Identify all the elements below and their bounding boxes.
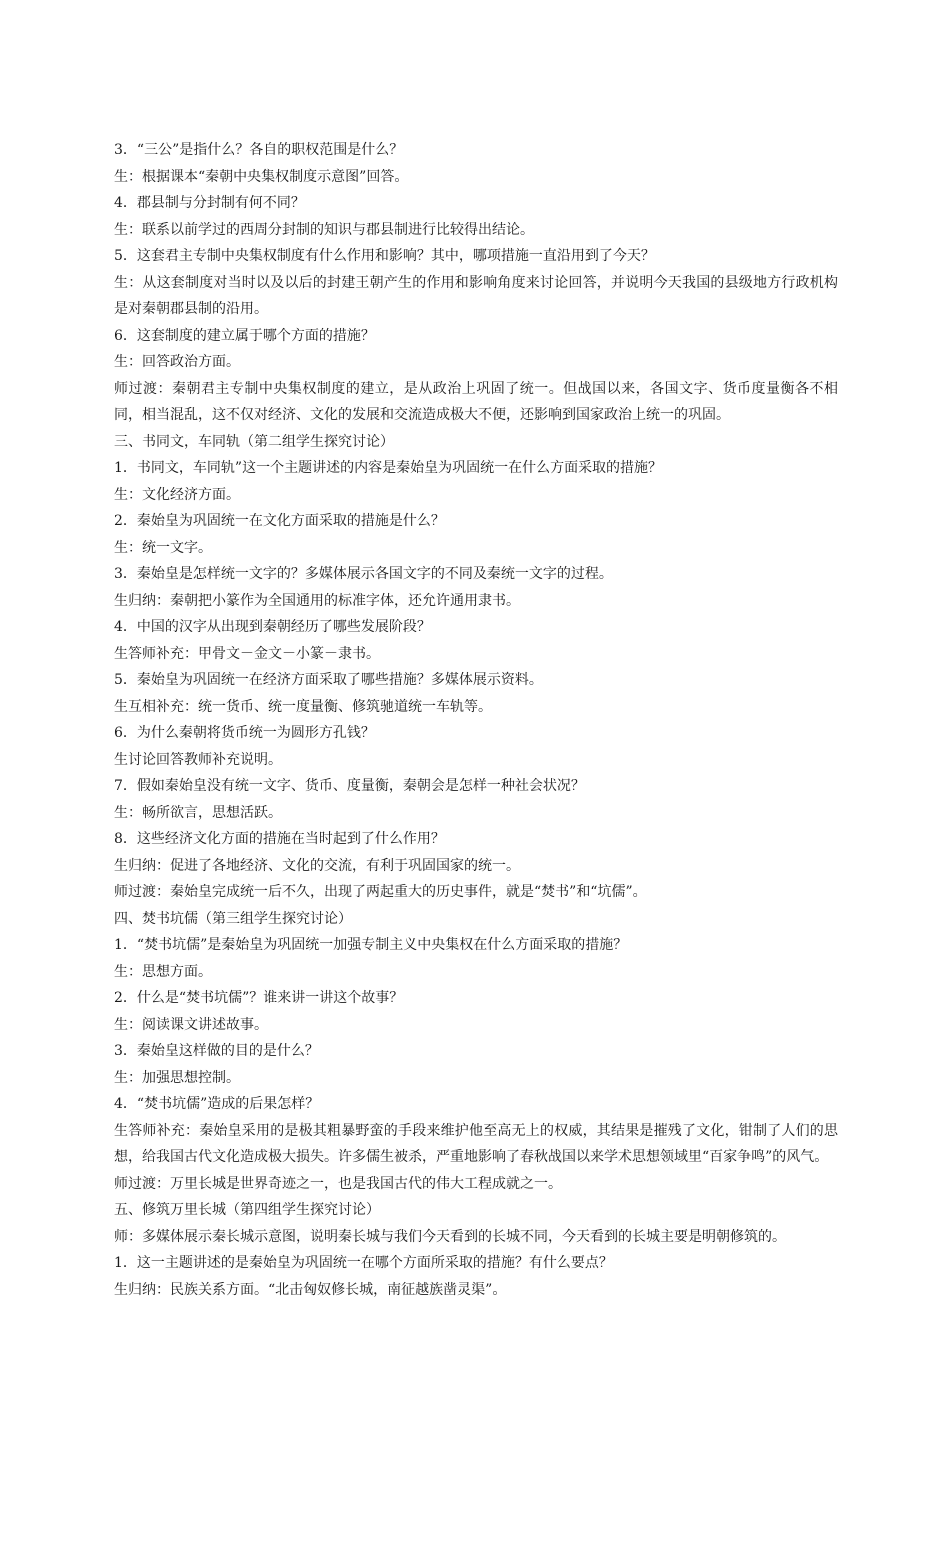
s3-answer-5: 生互相补充：统一货币、统一度量衡、修筑驰道统一车轨等。 — [114, 698, 492, 715]
s3-question-2: 2．秦始皇为巩固统一在文化方面采取的措施是什么？ — [114, 513, 445, 529]
answer-3: 生：根据课本“秦朝中央集权制度示意图”回答。 — [114, 168, 409, 185]
s3-question-5: 5．秦始皇为巩固统一在经济方面采取了哪些措施？多媒体展示资料。 — [114, 672, 543, 688]
s3-question-4: 4．中国的汉字从出现到秦朝经历了哪些发展阶段？ — [114, 619, 431, 635]
answer-5: 生：从这套制度对当时以及以后的封建王朝产生的作用和影响角度来讨论回答，并说明今天我国的县级地方行政机构是对秦朝郡县制的沿用。 — [114, 274, 838, 317]
s3-answer-2: 生：统一文字。 — [114, 539, 212, 556]
s4-answer-4: 生答师补充：秦始皇采用的是极其粗暴野蛮的手段来维护他至高无上的权威，其结果是摧残了文化，钳制了人们的思想，给我国古代文化造成极大损失。许多儒生被杀，严重地影响了春秋战国以来学术思想领域里“百家争鸣”的风气。 — [114, 1122, 838, 1165]
document-body — [114, 137, 838, 1303]
teacher-transition-1: 师过渡：秦朝君主专制中央集权制度的建立，是从政治上巩固了统一。但战国以来，各国文字、货币度量衡各不相同，相当混乱，这不仅对经济、文化的发展和交流造成极大不便，还影响到国家政治上统一的巩固。 — [114, 380, 838, 423]
s3-question-7: 7．假如秦始皇没有统一文字、货币、度量衡，秦朝会是怎样一种社会状况？ — [114, 778, 585, 794]
s4-question-2: 2．什么是“焚书坑儒”？谁来讲一讲这个故事？ — [114, 990, 404, 1006]
question-6: 6．这套制度的建立属于哪个方面的措施？ — [114, 327, 375, 344]
question-5: 5．这套君主专制中央集权制度有什么作用和影响？其中，哪项措施一直沿用到了今天？ — [114, 248, 655, 264]
section-heading-5: 五、修筑万里长城（第四组学生探究讨论） — [114, 1202, 380, 1218]
s4-answer-2: 生：阅读课文讲述故事。 — [114, 1016, 268, 1033]
s3-answer-7: 生：畅所欲言，思想活跃。 — [114, 804, 282, 821]
s3-answer-8: 生归纳：促进了各地经济、文化的交流，有利于巩固国家的统一。 — [114, 857, 520, 874]
s3-question-1: 1．书同文，车同轨”这一个主题讲述的内容是秦始皇为巩固统一在什么方面采取的措施？ — [114, 460, 663, 476]
answer-6: 生：回答政治方面。 — [114, 354, 240, 370]
s3-question-8: 8．这些经济文化方面的措施在当时起到了什么作用？ — [114, 831, 445, 847]
s4-question-1: 1．“焚书坑儒”是秦始皇为巩固统一加强专制主义中央集权在什么方面采取的措施？ — [114, 937, 628, 953]
s3-question-6: 6．为什么秦朝将货币统一为圆形方孔钱？ — [114, 725, 375, 741]
s3-answer-3: 生归纳：秦朝把小篆作为全国通用的标准字体，还允许通用隶书。 — [114, 592, 520, 609]
section-heading-4: 四、焚书坑儒（第三组学生探究讨论） — [114, 910, 352, 927]
s4-question-4: 4．“焚书坑儒”造成的后果怎样？ — [114, 1096, 320, 1112]
s3-answer-4: 生答师补充：甲骨文－金文－小篆－隶书。 — [114, 645, 380, 662]
s5-teacher-intro: 师：多媒体展示秦长城示意图，说明秦长城与我们今天看到的长城不同，今天看到的长城主要是明朝修筑的。 — [114, 1228, 786, 1245]
s3-question-3: 3．秦始皇是怎样统一文字的？多媒体展示各国文字的不同及秦统一文字的过程。 — [114, 566, 613, 582]
teacher-transition-3: 师过渡：万里长城是世界奇迹之一，也是我国古代的伟大工程成就之一。 — [114, 1175, 562, 1192]
answer-4: 生：联系以前学过的西周分封制的知识与郡县制进行比较得出结论。 — [114, 221, 534, 238]
s4-answer-3: 生：加强思想控制。 — [114, 1069, 240, 1086]
question-3: 3．“三公”是指什么？各自的职权范围是什么？ — [114, 142, 404, 158]
question-4: 4．郡县制与分封制有何不同？ — [114, 195, 305, 211]
s4-answer-1: 生：思想方面。 — [114, 963, 212, 980]
section-heading-3: 三、书同文，车同轨（第二组学生探究讨论） — [114, 433, 394, 450]
s3-answer-6: 生讨论回答教师补充说明。 — [114, 751, 282, 768]
s5-question-1: 1．这一主题讲述的是秦始皇为巩固统一在哪个方面所采取的措施？有什么要点？ — [114, 1255, 613, 1271]
s3-answer-1: 生：文化经济方面。 — [114, 486, 240, 503]
teacher-transition-2: 师过渡：秦始皇完成统一后不久，出现了两起重大的历史事件，就是“焚书”和“坑儒”。 — [114, 884, 647, 900]
s5-answer-1: 生归纳：民族关系方面。“北击匈奴修长城，南征越族凿灵渠”。 — [114, 1281, 507, 1298]
s4-question-3: 3．秦始皇这样做的目的是什么？ — [114, 1043, 319, 1059]
